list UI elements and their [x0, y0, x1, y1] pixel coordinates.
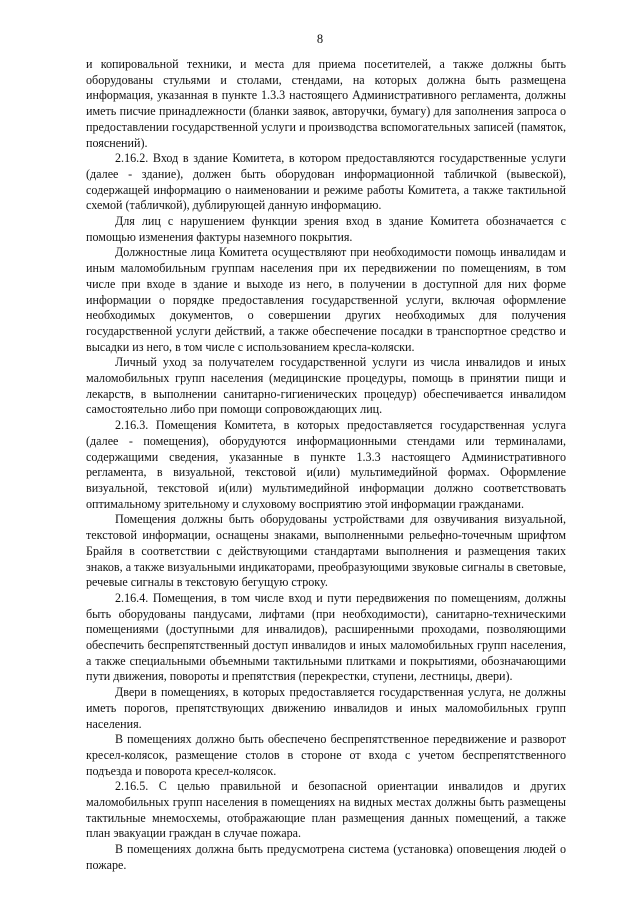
paragraph-personal-care: Личный уход за получателем государственной услуги из числа инвалидов и иных маломобильных групп населения (медицинские процедуры, помощь в принятии пищи и лекарств, в выполнении санитарно-гигиенических процедур) обеспечивается инвалидом самостоятельно либо при помощи сопровождающих лиц. [86, 355, 566, 417]
paragraph-doors: Двери в помещениях, в которых предоставляется государственная услуга, не должны иметь порогов, препятствующих движению инвалидов и иных маломобильных групп населения. [86, 685, 566, 731]
paragraph-2-16-4-routes: 2.16.4. Помещения, в том числе вход и пути передвижения по помещениям, должны быть оборудованы пандусами, лифтами (при необходимости), санитарно-техническими помещениями (доступными для инвалидов), расширенными проходами, позволяющими обеспечить беспрепятственный доступ инвалидов и иных маломобильных групп населения, а также специальными объемными тактильными плитками и покрытиями, обозначающими пути движения, повороты и препятствия (перекрестки, ступени, лестницы, двери). [86, 590, 566, 684]
paragraph-staff-assistance: Должностные лица Комитета осуществляют при необходимости помощь инвалидам и иным маломобильным группам населения при их передвижении по помещениям, в том числе при входе в здание и выходе из него, в получении в доступной для них форме информации о порядке предоставления государственной услуги, включая оформление необходимых документов, о совершении других необходимых для получения государственной услуги действий, а также обеспечение посадки в транспортное средство и высадки из него, в том числе с использованием кресла-коляски. [86, 245, 566, 354]
document-body [86, 57, 566, 874]
paragraph-2-16-2-entrance: 2.16.2. Вход в здание Комитета, в котором предоставляются государственные услуги (далее - здание), должен быть оборудован информационной табличкой (вывеской), содержащей информацию о наименовании и режиме работы Комитета, а также тактильной схемой (табличкой), дублирующей данную информацию. [86, 151, 566, 213]
page-number: 8 [316, 32, 324, 46]
paragraph-premises-equipment: Помещения должны быть оборудованы устройствами для озвучивания визуальной, текстовой информации, оснащены знаками, выполненными рельефно-точечным шрифтом Брайля в соответствии с действующими стандартами выполнения и размещения таких знаков, а также визуальными индикаторами, преобразующими звуковые сигналы в световые, речевые сигналы в текстовую бегущую строку. [86, 512, 566, 590]
paragraph-continuation: и копировальной техники, и места для приема посетителей, а также должны быть оборудованы стульями и столами, стендами, на которых должна быть размещена информация, указанная в пункте 1.3.3 настоящего Административного регламента, должны иметь писчие принадлежности (бланки заявок, авторучки, бумагу) для заполнения запроса о предоставлении государственной услуги и производства вспомогательных записей (памяток, пояснений). [86, 57, 566, 150]
paragraph-2-16-5-orientation: 2.16.5. С целью правильной и безопасной ориентации инвалидов и других маломобильных групп населения в помещениях на видных местах должны быть размещены тактильные мнемосхемы, отображающие план размещения данных помещений, а также план эвакуации граждан в случае пожара. [86, 779, 566, 841]
paragraph-wheelchair-movement: В помещениях должно быть обеспечено беспрепятственное передвижение и разворот кресел-колясок, размещение столов в стороне от входа с учетом беспрепятственного подъезда и поворота кресел-колясок. [86, 732, 566, 778]
paragraph-2-16-3-premises: 2.16.3. Помещения Комитета, в которых предоставляется государственная услуга (далее - помещения), оборудуются информационными стендами или терминалами, содержащими сведения, указанные в пункте 1.3.3 настоящего Административного регламента, в визуальной, текстовой и(или) мультимедийной формах. Оформление визуальной, текстовой и(или) мультимедийной информации должно соответствовать оптимальному зрительному и слуховому восприятию этой информации гражданами. [86, 418, 566, 511]
paragraph-vision-impaired-entrance: Для лиц с нарушением функции зрения вход в здание Комитета обозначается с помощью изменения фактуры наземного покрытия. [86, 214, 566, 244]
paragraph-fire-alarm: В помещениях должна быть предусмотрена система (установка) оповещения людей о пожаре. [86, 842, 566, 872]
